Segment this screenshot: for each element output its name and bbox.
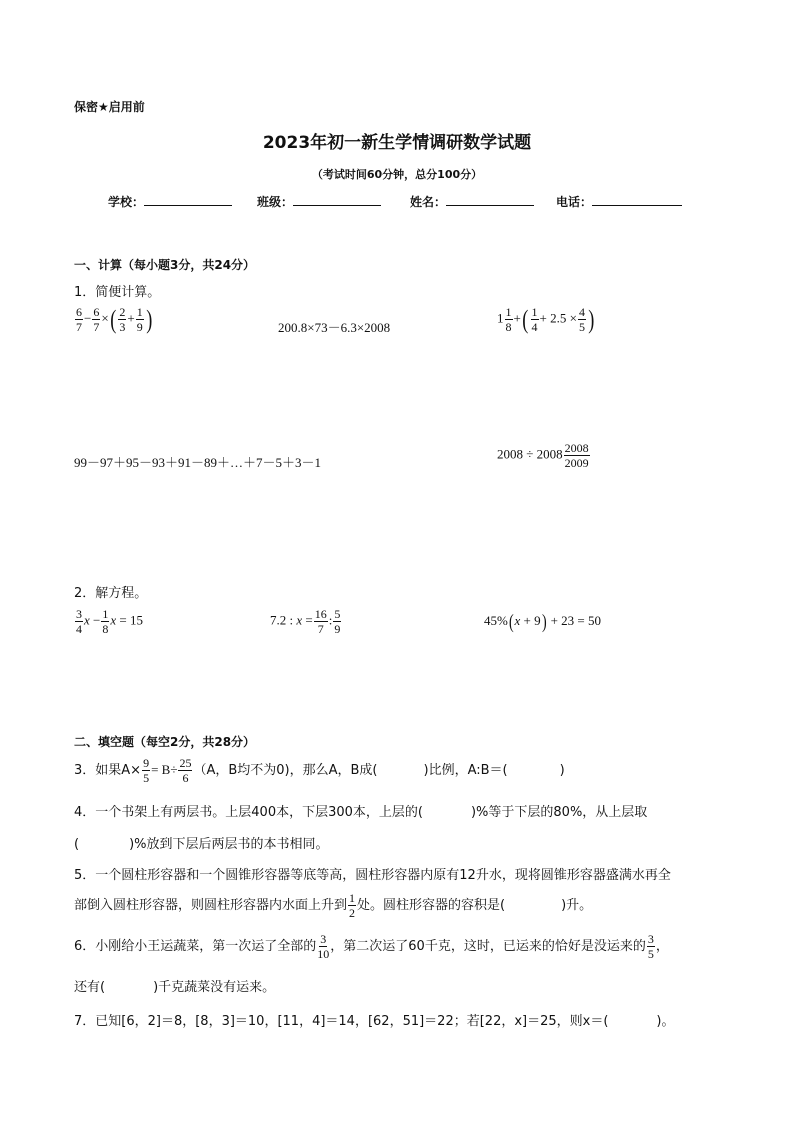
q3-text-c: （A，B均不为0)，那么A，B成( xyxy=(193,763,378,778)
field-phone xyxy=(556,193,682,210)
field-class-blank[interactable] xyxy=(293,193,381,206)
section1-heading: 一、计算（每小题3分，共24分） xyxy=(74,258,256,272)
q4-line-2 xyxy=(74,833,329,852)
q5-text-a: 部倒入圆柱形容器，则圆柱形容器内水面上升到 xyxy=(74,898,348,913)
field-school-label: 学校： xyxy=(108,195,145,209)
q1-expr-3: 1 $\frac{1}{8}$ +( $\frac{1}{4}$ + 2.5 × $\frac{4}{5}$ ) xyxy=(497,304,595,334)
q3-text-a: 3．如果A× xyxy=(74,763,142,778)
q1-expr-4: 99－97＋95－93＋91－89＋…＋7－5＋3－1 xyxy=(74,455,322,470)
q3-text-d: )比例，A:B＝( xyxy=(423,763,508,778)
q1-label: 1．简便计算。 xyxy=(74,285,161,300)
q3-text-b: = B÷ xyxy=(151,762,178,777)
page-title: 2023年初一新生学情调研数学试题 xyxy=(262,133,532,153)
q6-text-a: 6．小刚给小王运蔬菜，第一次运了全部的 xyxy=(74,939,317,954)
q1-expr-5: 2008 ÷ 2008 $\frac{2008}{2009}$ xyxy=(497,441,589,470)
field-school xyxy=(108,193,232,210)
q4-text-a: 4．一个书架上有两层书。上层400本，下层300本，上层的( xyxy=(74,805,423,820)
field-name-blank[interactable] xyxy=(446,193,534,206)
q6-line-2 xyxy=(74,976,275,995)
q3: 3．如果A× $\frac{9}{5}$ = B÷ $\frac{25}{6}$ （A，B均不为0)，那么A，B成( )比例，A:B＝( ) xyxy=(74,756,565,785)
q2-equation-3: 45%(x + 9) + 23 = 50 xyxy=(484,611,601,633)
q3-text-e: ) xyxy=(559,763,565,778)
q4-text-d: )%放到下层后两层书的本书相同。 xyxy=(129,837,329,852)
q5-text-c: )升。 xyxy=(561,898,593,913)
q7-text-a: 7．已知[6，2]＝8，[8，3]＝10，[11，4]＝14，[62，51]＝22；若[22，x]＝25，则x＝( xyxy=(74,1014,609,1029)
confidential-label: 保密★启用前 xyxy=(74,100,145,114)
q2-label: 2．解方程。 xyxy=(74,586,148,601)
q1-expr-2: 200.8×73－6.3×2008 xyxy=(278,320,391,335)
q5-line-1: 5．一个圆柱形容器和一个圆锥形容器等底等高，圆柱形容器内原有12升水，现将圆锥形容器盛满水再全 xyxy=(74,868,671,883)
q6-text-b: ，第二次运了60千克，这时，已运来的恰好是没运来的 xyxy=(330,939,646,954)
field-name xyxy=(410,193,534,210)
q5-line-2: 部倒入圆柱形容器，则圆柱形容器内水面上升到 $\frac{1}{2}$ 处。圆柱形容器的容积是( )升。 xyxy=(74,891,593,920)
q4-line-1 xyxy=(74,801,647,820)
field-phone-blank[interactable] xyxy=(592,193,682,206)
page-subtitle: （考试时间60分钟，总分100分） xyxy=(311,168,483,181)
q5-text-b: 处。圆柱形容器的容积是( xyxy=(357,898,506,913)
q6-text-c: ， xyxy=(655,939,669,954)
q2-equation-1: $\frac{3}{4}$ x − $\frac{1}{8}$ x = 15 xyxy=(76,607,143,636)
q4-text-c: ( xyxy=(74,837,80,852)
q4-text-b: )%等于下层的80%，从上层取 xyxy=(470,805,648,820)
q7 xyxy=(74,1010,675,1029)
q7-text-b: )。 xyxy=(656,1014,675,1029)
q2-equation-2: 7.2 : x = $\frac{16}{7}$ : $\frac{5}{9}$ xyxy=(270,607,341,636)
section2-heading: 二、填空题（每空2分，共28分） xyxy=(74,735,256,749)
field-school-blank[interactable] xyxy=(144,193,232,206)
q6-text-e: )千克蔬菜没有运来。 xyxy=(153,980,276,995)
field-class-label: 班级： xyxy=(257,195,294,209)
q1-expr-1: $\frac{6}{7}$ − $\frac{6}{7}$ ×( $\frac{2}{3}$ + $\frac{1}{9}$ ) xyxy=(76,304,153,334)
q6-text-d: 还有( xyxy=(74,980,106,995)
field-name-label: 姓名： xyxy=(410,195,447,209)
field-class xyxy=(257,193,381,210)
q6-line-1: 6．小刚给小王运蔬菜，第一次运了全部的 $\frac{3}{10}$ ，第二次运了60千克，这时，已运来的恰好是没运来的 $\frac{3}{5}$ ， xyxy=(74,932,669,961)
field-phone-label: 电话： xyxy=(556,195,593,209)
